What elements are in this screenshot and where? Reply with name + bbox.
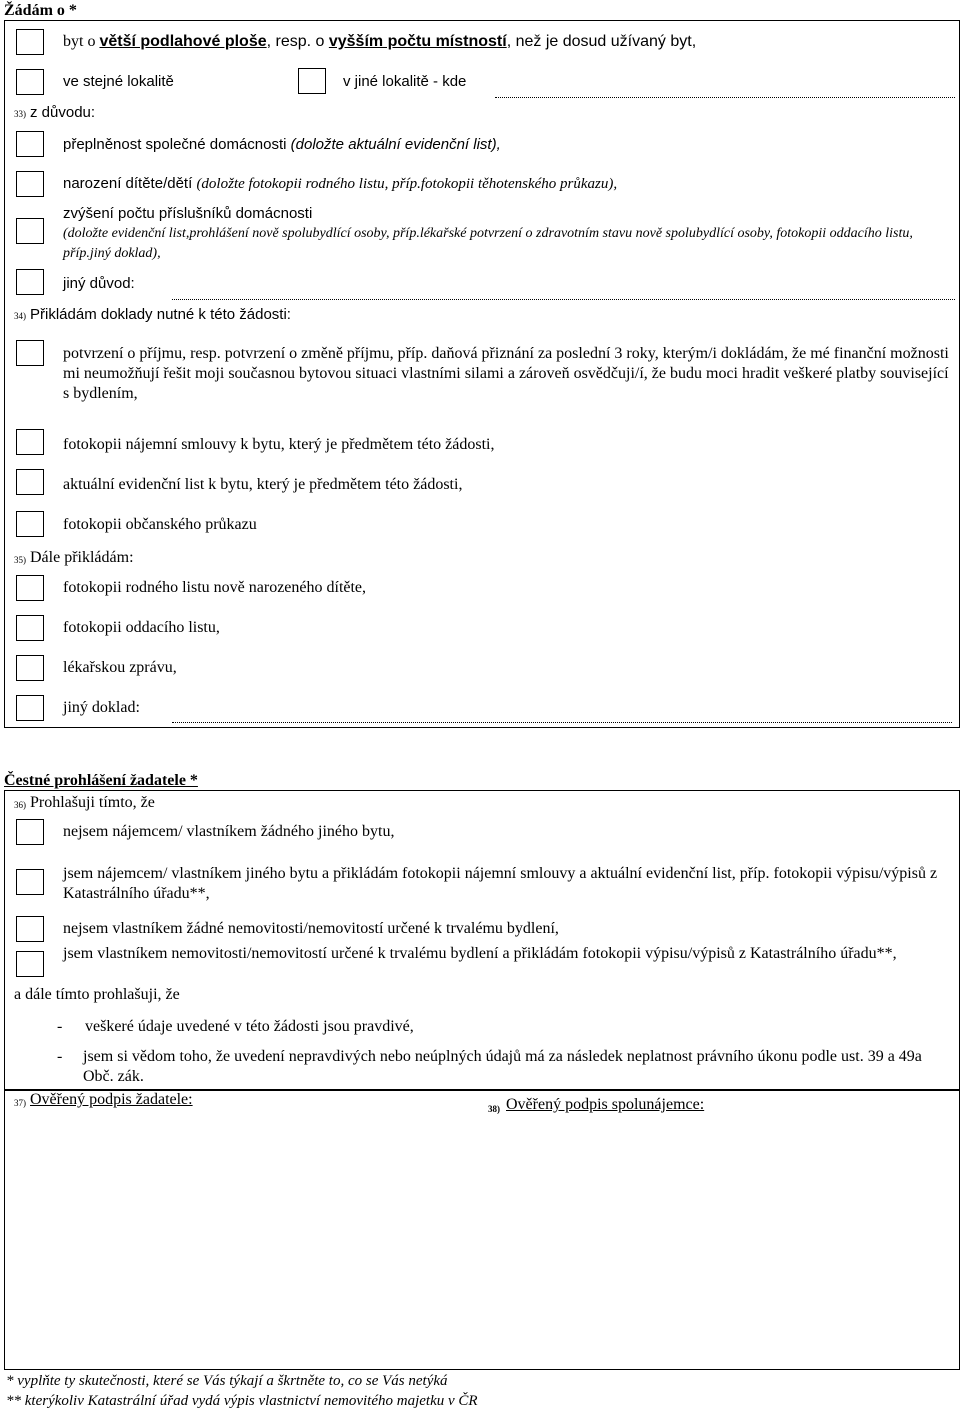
reason-overcrowding: přeplněnost společné domácnosti (doložte aktuální evidenční list), [63,136,501,153]
checkbox-larger-flat[interactable] [16,29,44,55]
signature-applicant[interactable]: Ověřený podpis žadatele: [30,1091,193,1108]
decl-aware: jsem si vědom toho, že uvedení nepravdivých nebo neúplných údajů má za následek neplatnost právního úkonu podle ust. 39 a 49a Obč. zák. [83,1048,922,1085]
dash-2: - [57,1048,63,1065]
checkbox-income[interactable] [16,340,44,366]
field-number-34: 34) [14,311,26,321]
label-other-locality: v jiné lokalitě - kde [343,73,467,90]
field-number-33: 33) [14,109,26,119]
checkbox-no-property[interactable] [16,916,44,942]
checkbox-same-locality[interactable] [16,69,44,95]
checkbox-other-reason[interactable] [16,269,44,295]
checkbox-overcrowding[interactable] [16,131,44,157]
checkbox-property-owner[interactable] [16,951,44,977]
footnote-1: * vyplňte ty skutečnosti, které se Vás týkají a škrtněte to, co se Vás netýká [6,1373,448,1389]
further-birth-cert: fotokopii rodného listu nově narozeného dítěte, [63,579,367,596]
dash-1: - [57,1018,63,1035]
attach-label: Přikládám doklady nutné k této žádosti: [30,306,291,323]
attach-registration: aktuální evidenční list k bytu, který je předmětem této žádosti, [63,476,463,493]
checkbox-medical-report[interactable] [16,655,44,681]
further-medical: lékařskou zprávu, [63,659,177,676]
field-number-38: 38) [488,1104,500,1114]
signature-cotenant[interactable]: Ověřený podpis spolunájemce: [506,1096,705,1113]
attach-id: fotokopii občanského průkazu [63,516,257,533]
attach-lease: fotokopii nájemní smlouvy k bytu, který je předmětem této žádosti, [63,436,495,453]
decl-truthful: veškeré údaje uvedené v této žádosti jsou pravdivé, [85,1018,414,1035]
checkbox-registration-sheet[interactable] [16,469,44,495]
other-locality-field[interactable] [495,97,955,98]
signature-frame [4,1090,960,1370]
checkbox-household-increase[interactable] [16,218,44,244]
checkbox-id-card[interactable] [16,511,44,537]
checkbox-marriage-certificate[interactable] [16,615,44,641]
section-title-declaration: Čestné prohlášení žadatele * [4,772,198,789]
other-reason-field[interactable] [172,299,955,300]
field-number-35: 35) [14,555,26,565]
field-number-36: 36) [14,800,26,810]
section-title-request: Žádám o * [4,2,77,19]
footnote-2: ** kterýkoliv Katastrální úřad vydá výpis vlastnictví nemovitého majetku v ČR [6,1393,478,1409]
decl-no-other-flat: nejsem nájemcem/ vlastníkem žádného jiného bytu, [63,823,395,840]
reason-birth: narození dítěte/dětí (doložte fotokopii rodného listu, příp.fotokopii těhotenského průkazu), [63,175,618,192]
reason-household-note: (doložte evidenční list,prohlášení nově spolubydlící osoby, příp.lékařské potvrzení o zdravotním stavu nově spolubydlící osoby, fotokopii oddacího listu, příp.jiný doklad), [63,226,913,261]
label-other-reason: jiný důvod: [63,275,135,292]
checkbox-birth[interactable] [16,171,44,197]
decl-further: a dále tímto prohlašuji, že [14,986,180,1003]
decl-other-flat: jsem nájemcem/ vlastníkem jiného bytu a přikládám fotokopii nájemní smlouvy a aktuální evidenční list, příp. fotokopii výpisu/výpisů z Katastrálního úřadu**, [63,865,938,902]
reason-label: z důvodu: [30,104,96,121]
field-number-37: 37) [14,1098,26,1108]
checkbox-no-other-flat[interactable] [16,819,44,845]
declaration-intro: Prohlašuji tímto, že [30,794,155,811]
checkbox-birth-certificate[interactable] [16,575,44,601]
label-same-locality: ve stejné lokalitě [63,73,174,90]
other-document-field[interactable] [172,722,952,723]
option-larger-flat: byt o větší podlahové ploše, resp. o vyšším počtu místností, než je dosud užívaný byt, [63,33,697,50]
further-other: jiný doklad: [63,699,140,716]
further-marriage-cert: fotokopii oddacího listu, [63,619,220,636]
further-label: Dále přikládám: [30,549,134,566]
checkbox-other-document[interactable] [16,695,44,721]
checkbox-other-flat[interactable] [16,869,44,895]
decl-no-property: nejsem vlastníkem žádné nemovitosti/nemovitostí určené k trvalému bydlení, [63,920,559,937]
reason-household-increase: zvýšení počtu příslušníků domácnosti [63,205,313,222]
checkbox-other-locality[interactable] [298,68,326,94]
attach-income: potvrzení o příjmu, resp. potvrzení o změně příjmu, příp. daňová přiznání za poslední 3 roky, kterým/i dokládám, že mé finanční možnosti mi neumožňují řešit moji současnou bytovou situaci vlastními silami a zároveň osvědčuji/í, že budu moci hradit veškeré platby související s bydlením, [63,345,949,402]
decl-property-owner: jsem vlastníkem nemovitosti/nemovitostí určené k trvalému bydlení a přikládám fotokopii výpisu/výpisů z Katastrálního úřadu**, [63,945,897,962]
checkbox-lease-copy[interactable] [16,429,44,455]
